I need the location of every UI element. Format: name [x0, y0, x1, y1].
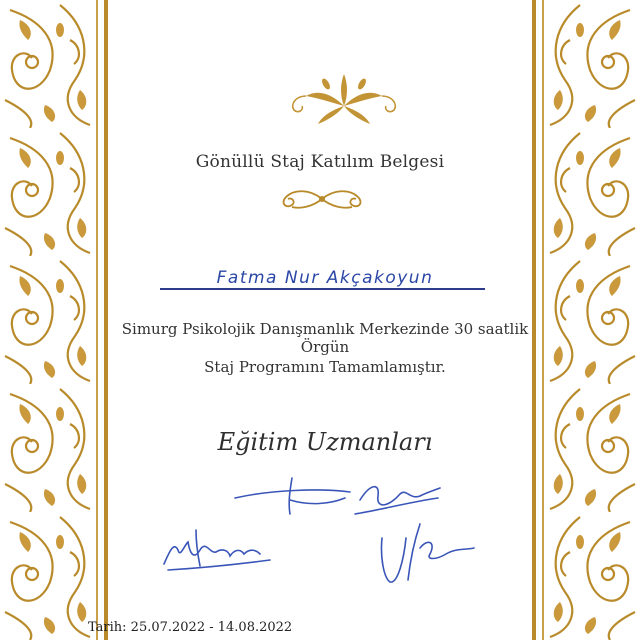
left-inner-rule: [96, 0, 98, 640]
floral-ornament-icon: [282, 66, 406, 126]
divider-ornament-icon: [272, 185, 372, 213]
signature-2: [160, 520, 320, 580]
name-underline: [160, 288, 485, 290]
body-text-line1: Simurg Psikolojik Danışmanlık Merkezinde 30 saatlik Örgün: [121, 320, 529, 356]
body-text-line2: Staj Programını Tamamlamıştır.: [204, 358, 446, 376]
signature-1: [230, 470, 445, 525]
recipient-name: Fatma Nur Akçakoyun: [216, 268, 434, 288]
date-range: Tarih: 25.07.2022 - 14.08.2022: [88, 620, 293, 635]
certificate-title: Gönüllü Staj Katılım Belgesi: [195, 152, 445, 172]
right-ornamental-border: [540, 0, 640, 640]
signatories-heading: Eğitim Uzmanları: [217, 428, 433, 456]
signature-3: [370, 518, 480, 588]
left-ornamental-border: [0, 0, 100, 640]
